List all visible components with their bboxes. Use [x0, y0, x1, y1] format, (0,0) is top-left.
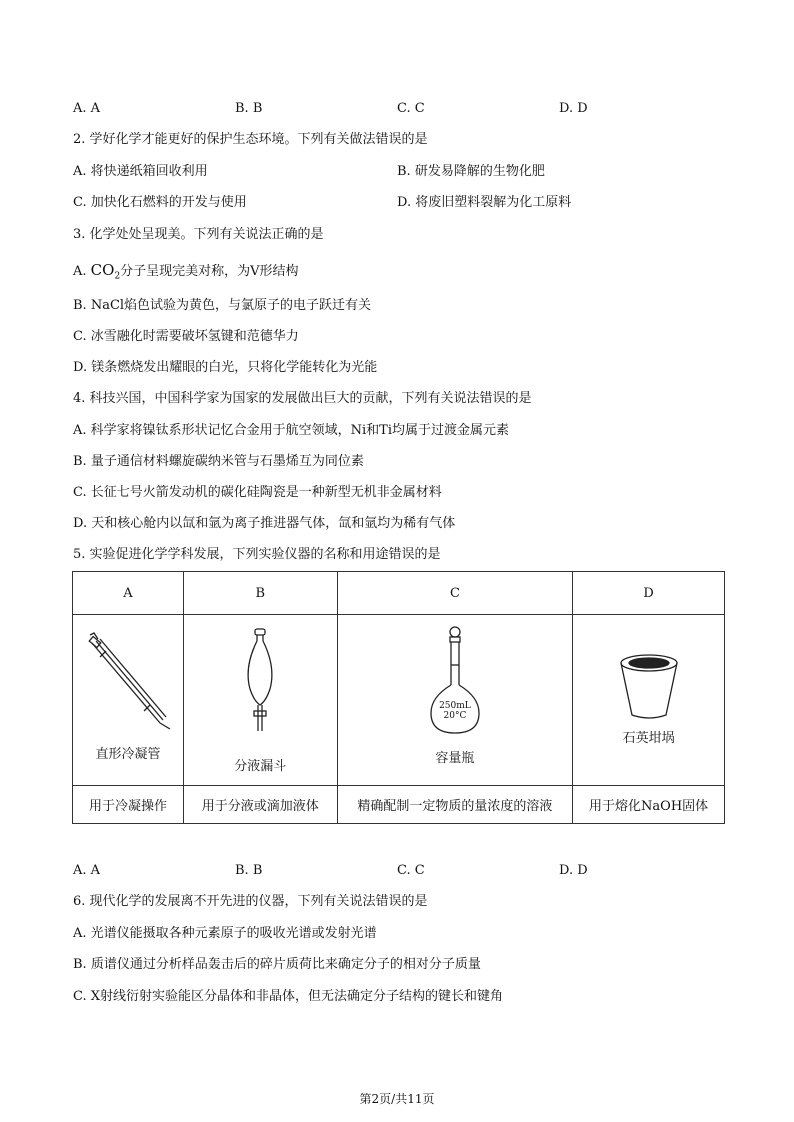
cell-volumetric-flask	[337, 615, 573, 786]
header-b: B	[183, 572, 337, 615]
q2-option-d: D. 将废旧塑料裂解为化工原料	[397, 195, 572, 210]
co2-subscript: 2	[114, 271, 121, 282]
instrument-table	[72, 571, 725, 824]
q4-stem: 4. 科技兴国，中国科学家为国家的发展做出巨大的贡献，下列有关说法错误的是	[73, 391, 532, 406]
use-volumetric-flask: 精确配制一定物质的量浓度的溶液	[337, 786, 573, 824]
use-crucible: 用于熔化NaOH固体	[573, 786, 725, 824]
q6-option-b: B. 质谱仪通过分析样品轰击后的碎片质荷比来确定分子的相对分子质量	[73, 957, 481, 972]
cell-separatory-funnel	[183, 615, 337, 786]
separatory-funnel-icon	[240, 627, 280, 737]
page-footer: 第2页/共11页	[359, 1092, 435, 1106]
flask-volume: 250mL	[439, 701, 471, 711]
q3-option-b: B. NaCl焰色试验为黄色，与氯原子的电子跃迁有关	[73, 298, 372, 313]
co2-formula: CO	[90, 261, 115, 279]
q2-option-b: B. 研发易降解的生物化肥	[397, 164, 545, 179]
q5-option-a: A. A	[73, 863, 101, 878]
q4-option-c: C. 长征七号火箭发动机的碳化硅陶瓷是一种新型无机非金属材料	[73, 485, 442, 500]
q2-option-a: A. 将快递纸箱回收利用	[73, 164, 208, 179]
q6-stem: 6. 现代化学的发展离不开先进的仪器，下列有关说法错误的是	[73, 894, 428, 909]
option-c: C. C	[397, 101, 425, 116]
header-a: A	[73, 572, 184, 615]
q6-option-c: C. X射线衍射实验能区分晶体和非晶体，但无法确定分子结构的键长和键角	[73, 989, 504, 1004]
cell-condenser	[73, 615, 184, 786]
q5-option-c: C. C	[397, 863, 425, 878]
q4-option-b: B. 量子通信材料螺旋碳纳米管与石墨烯互为同位素	[73, 454, 364, 469]
option-a: A. A	[73, 101, 101, 116]
header-d: D	[573, 572, 725, 615]
q5-stem: 5. 实验促进化学学科发展，下列实验仪器的名称和用途错误的是	[73, 547, 441, 562]
q5-option-d: D. D	[559, 863, 588, 878]
option-b: B. B	[235, 101, 263, 116]
flask-label	[338, 701, 573, 721]
condenser-name: 直形冷凝管	[95, 747, 161, 762]
crucible-icon	[614, 651, 684, 721]
q3-option-c: C. 冰雪融化时需要破坏氢键和范德华力	[73, 329, 299, 344]
condenser-icon	[80, 629, 176, 733]
use-condenser: 用于冷凝操作	[73, 786, 184, 824]
q2-option-c: C. 加快化石燃料的开发与使用	[73, 195, 247, 210]
q4-option-a: A. 科学家将镍钛系形状记忆合金用于航空领域，Ni和Ti均属于过渡金属元素	[73, 423, 510, 438]
q6-option-a: A. 光谱仪能摄取各种元素原子的吸收光谱或发射光谱	[73, 926, 377, 941]
flask-temperature: 20°C	[443, 711, 467, 721]
q2-stem: 2. 学好化学才能更好的保护生态环境。下列有关做法错误的是	[73, 132, 428, 147]
q3-option-d: D. 镁条燃烧发出耀眼的白光，只将化学能转化为光能	[73, 360, 378, 375]
volumetric-flask-name: 容量瓶	[435, 751, 475, 766]
q3-a-prefix: A.	[73, 264, 91, 279]
separatory-funnel-name: 分液漏斗	[234, 759, 287, 774]
q5-option-b: B. B	[235, 863, 263, 878]
header-c: C	[337, 572, 573, 615]
q3-option-a	[73, 261, 299, 286]
q3-a-rest: 分子呈现完美对称，为V形结构	[120, 264, 299, 279]
cell-crucible	[573, 615, 725, 786]
q3-stem: 3. 化学处处呈现美。下列有关说法正确的是	[73, 227, 324, 242]
option-d: D. D	[559, 101, 588, 116]
use-separatory-funnel: 用于分液或滴加液体	[183, 786, 337, 824]
q4-option-d: D. 天和核心舱内以氙和氩为离子推进器气体，氙和氩均为稀有气体	[73, 516, 456, 531]
crucible-name: 石英坩埚	[622, 731, 675, 746]
